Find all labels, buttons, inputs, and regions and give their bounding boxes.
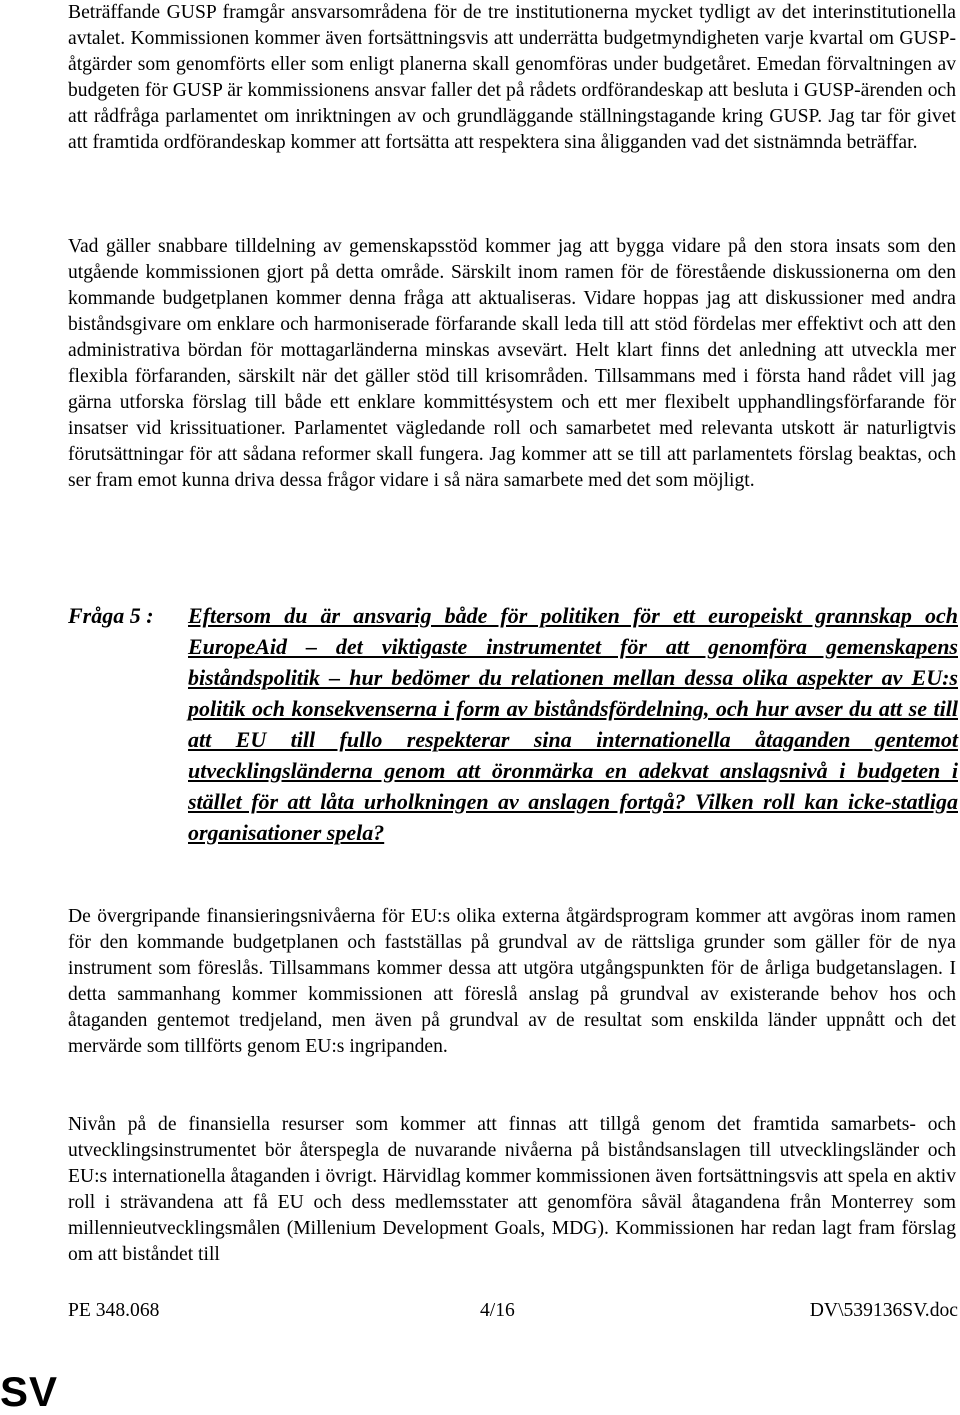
paragraph-gusp: Beträffande GUSP framgår ansvarsområdena för de tre institutionerna mycket tydligt av det interinstitutionella avtalet. Kommissionen kommer även fortsättningsvis att underrätta budgetmyndigheten varje kvartal om GUSP-åtgärder som genomförts eller som enligt planerna skall genomföras under budgetåret. Emedan förvaltningen av budgeten för GUSP är kommissionens ansvar faller det på rådets ordförandeskap att besluta i GUSP-ärenden och att rådfråga parlamentet om inriktningen av och grundläggande ställningstagande kring GUSP. Jag tar för givet att framtida ordförandeskap kommer att fortsätta att respektera sina åligganden vad det sistnämnda beträffar. xyxy=(68,2,956,153)
paragraph-financing-levels: De övergripande finansieringsnivåerna för EU:s olika externa åtgärdsprogram kommer att avgöras inom ramen för den kommande budgetplanen och fastställas på grundval av de rättsliga grunder som gäller för de nya instrument som föreslås. Tillsammans kommer dessa att utgöra utgångspunkten för de årliga budgetanslagen. I detta sammanhang kommer kommissionen att föreslå anslag på grundval av existerande behov hos och åtaganden gentemot tredjeland, men även på grundval av de resultat som enskilda länder uppnått och det mervärde som tillförts genom EU:s ingripanden. xyxy=(68,906,956,1057)
footer-file-name: DV\539136SV.doc xyxy=(809,1300,958,1321)
footer-page-number: 4/16 xyxy=(480,1300,515,1321)
paragraph-financial-resources: Nivån på de finansiella resurser som kommer att finnas att tillgå genom det framtida samarbets- och utvecklingsinstrumentet bör återspegla de nuvarande nivåerna på biståndsanslagen till utvecklingsländer och EU:s internationella åtaganden i övrigt. Härvidlag kommer kommissionen även fortsättningsvis att spela en aktiv roll i strävandena att få EU och dess medlemsstater att genomföra såväl åtagandena från Monterrey som millennieutvecklingsmålen (Millenium Development Goals, MDG). Kommissionen har redan lagt fram förslag om att biståndet till xyxy=(68,1114,956,1265)
paragraph-community-aid: Vad gäller snabbare tilldelning av gemenskapsstöd kommer jag att bygga vidare på den stora insats som den utgående kommissionen gjort på detta område. Särskilt inom ramen för de förestående diskussionerna om den kommande budgetplanen kommer denna fråga att aktualiseras. Vidare hoppas jag att diskussioner med andra biståndsgivare om enklare och harmoniserade förfarande skall leda till att stöd fördelas mer effektivt och att den administrativa bördan för mottagarländerna minskas avsevärt. Helt klart finns det anledning att utveckla mer flexibla förfaranden, särskilt när det gäller stöd till krisområden. Tillsammans med i första hand rådet vill jag gärna utforska förslag till både ett enklare kommittésystem och ett mer flexibelt upphandlingsförfarande för insatser vid krissituationer. Parlamentet vägledande roll och samarbetet med relevanta utskott är naturligtvis förutsättningar för att sådana reformer skall fungera. Jag kommer att se till att parlamentets förslag beaktas, och ser fram emot kunna driva dessa frågor vidare i så nära samarbete med det som möjligt. xyxy=(68,236,956,491)
question-label: Fråga 5 : xyxy=(68,603,154,628)
question-text: Eftersom du är ansvarig både för politiken för ett europeiskt grannskap och EuropeAid – det viktigaste instrumentet för att genomföra gemenskapens biståndspolitik – hur bedömer du relationen mellan dessa olika aspekter av EU:s politik och konsekvenserna i form av biståndsfördelning, och hur avser du att se till att EU till fullo respekterar sina internationella åtaganden gentemot utvecklingsländerna genom att öronmärka en adekvat anslagsnivå i budgeten i stället för att låta urholkningen av anslagen fortgå? Vilken roll kan icke-statliga organisationer spela? xyxy=(188,603,958,845)
language-code: SV xyxy=(0,1368,59,1415)
page-footer xyxy=(68,1298,958,1324)
footer-doc-ref: PE 348.068 xyxy=(68,1300,160,1321)
